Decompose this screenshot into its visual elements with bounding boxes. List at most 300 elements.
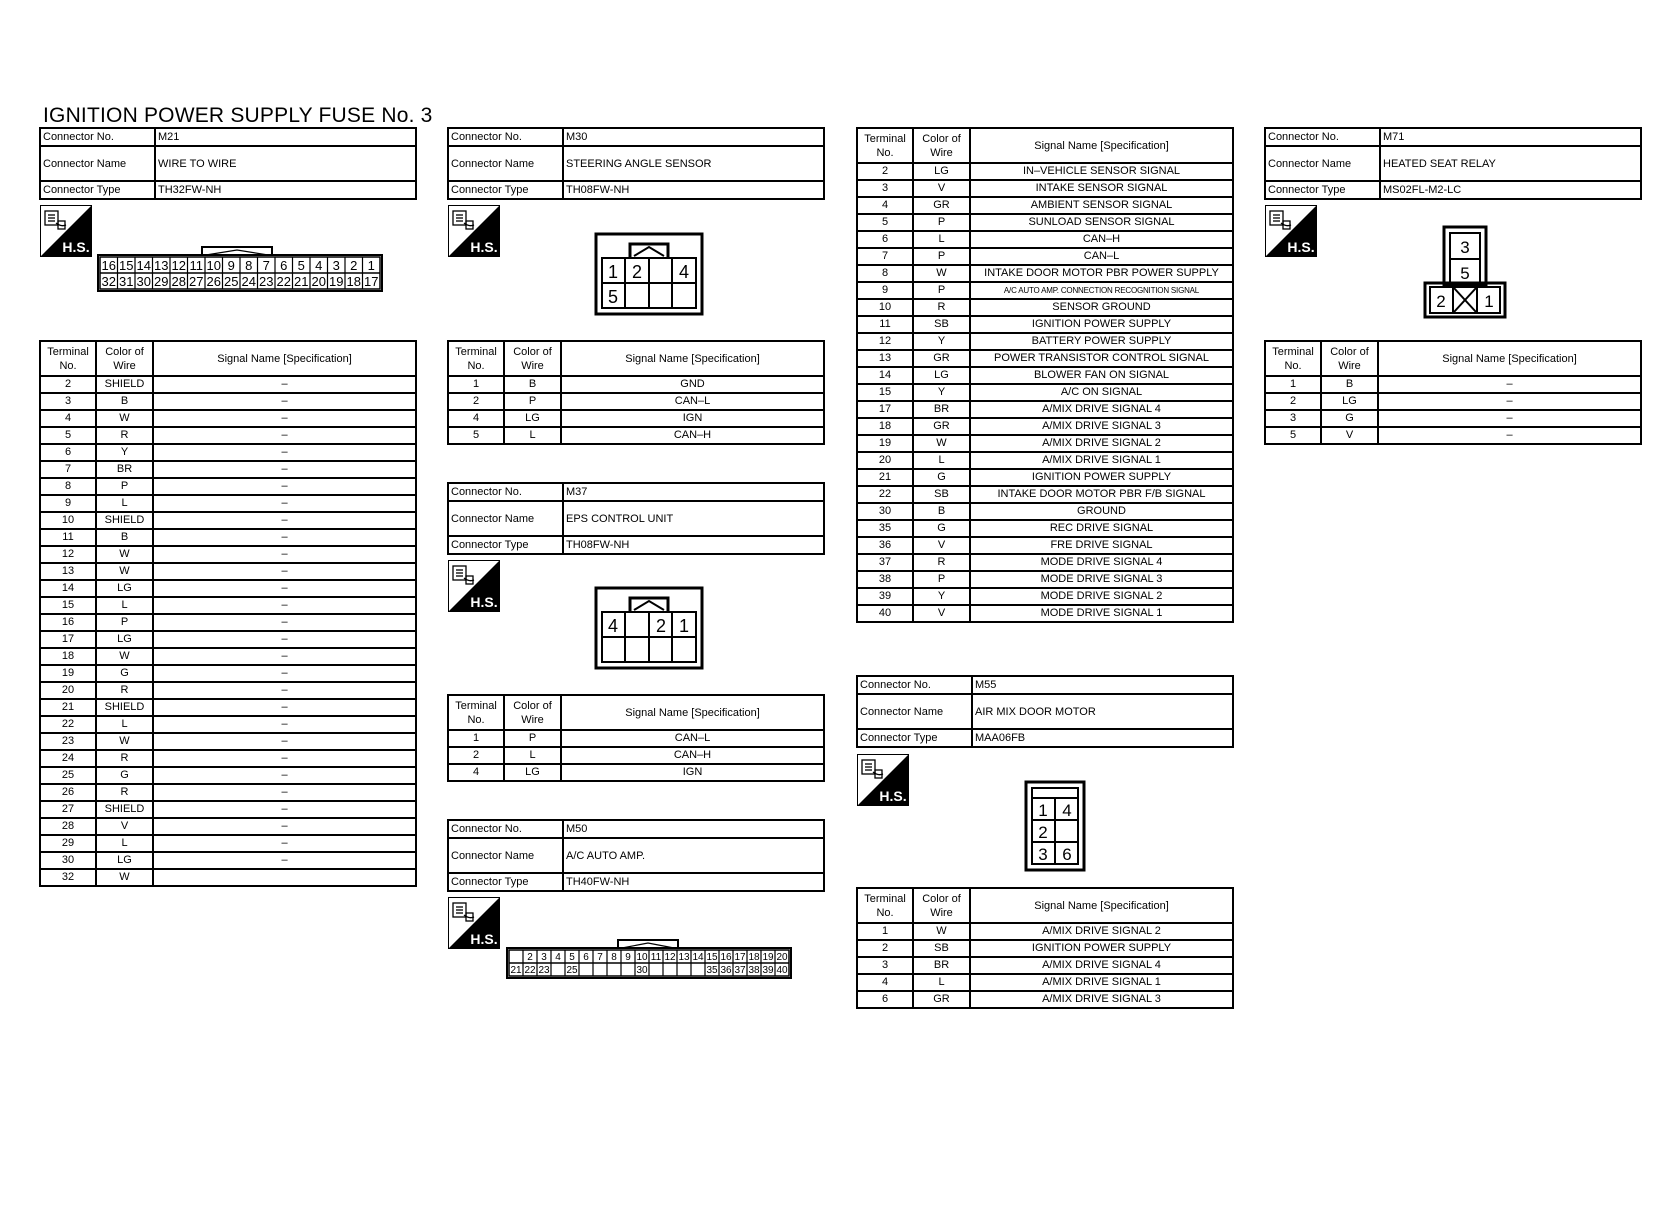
pin-label: 3: [1038, 845, 1048, 864]
connector-info-m71: [1264, 127, 1642, 200]
pin-label: 27: [189, 274, 204, 289]
pin-label: 30: [636, 965, 648, 976]
color-cell: B: [96, 393, 153, 410]
signal-cell: –: [153, 665, 416, 682]
signal-cell: A/MIX DRIVE SIGNAL 1: [970, 974, 1233, 991]
pin-label: 16: [101, 258, 116, 273]
color-cell: L: [504, 427, 561, 444]
table-row: [40, 852, 416, 869]
page-title: IGNITION POWER SUPPLY FUSE No. 3: [43, 104, 433, 127]
signal-cell: CAN–L: [561, 393, 824, 410]
table-row: [857, 265, 1233, 282]
connector-diagram-m30: [594, 232, 704, 316]
terminal-cell: 4: [857, 974, 913, 991]
connector-info-m50: [447, 819, 825, 892]
signal-cell: IGNITION POWER SUPPLY: [970, 316, 1233, 333]
table-row: [857, 469, 1233, 486]
harness-side-icon: [448, 205, 500, 257]
color-cell: P: [96, 478, 153, 495]
table-row: [857, 588, 1233, 605]
pin-label: 5: [297, 258, 305, 273]
signal-cell: –: [153, 699, 416, 716]
table-row: [40, 733, 416, 750]
table-row: [448, 764, 824, 781]
color-cell: Y: [96, 444, 153, 461]
color-cell: W: [96, 869, 153, 886]
table-row: [40, 648, 416, 665]
table-row: [40, 869, 416, 886]
terminal-cell: 1: [448, 376, 504, 393]
color-cell: GR: [913, 991, 970, 1008]
signal-cell: MODE DRIVE SIGNAL 2: [970, 588, 1233, 605]
color-cell: B: [913, 503, 970, 520]
terminal-cell: 2: [40, 376, 96, 393]
hs-label: H.S.: [62, 239, 90, 255]
color-cell: BR: [913, 401, 970, 418]
signal-cell: IN–VEHICLE SENSOR SIGNAL: [970, 163, 1233, 180]
terminal-cell: 35: [857, 520, 913, 537]
color-cell: LG: [96, 852, 153, 869]
terminal-cell: 2: [448, 747, 504, 764]
signal-cell: INTAKE DOOR MOTOR PBR POWER SUPPLY: [970, 265, 1233, 282]
color-header: Color of Wire: [913, 128, 970, 163]
color-cell: L: [96, 597, 153, 614]
connector-no-value: M21: [155, 128, 416, 146]
pin-label: 19: [762, 952, 774, 963]
connector-info-m55: [856, 675, 1234, 748]
terminal-cell: 4: [448, 410, 504, 427]
terminal-cell: 25: [40, 767, 96, 784]
terminal-cell: 20: [40, 682, 96, 699]
terminal-cell: 32: [40, 869, 96, 886]
table-row: [40, 750, 416, 767]
terminal-cell: 37: [857, 554, 913, 571]
connector-name-label: Connector Name: [1265, 146, 1380, 181]
table-row: [857, 282, 1233, 299]
connector-diagram-m21: [97, 245, 387, 303]
signal-cell: BLOWER FAN ON SIGNAL: [970, 367, 1233, 384]
color-cell: SB: [913, 940, 970, 957]
table-row: [857, 231, 1233, 248]
connector-info-m30: [447, 127, 825, 200]
signal-cell: –: [153, 461, 416, 478]
terminal-cell: 9: [40, 495, 96, 512]
connector-no-label: Connector No.: [857, 676, 972, 694]
terminal-cell: 22: [857, 486, 913, 503]
connector-type-label: Connector Type: [857, 729, 972, 747]
signal-cell: A/MIX DRIVE SIGNAL 1: [970, 452, 1233, 469]
color-cell: LG: [504, 410, 561, 427]
pin-label: 23: [259, 274, 274, 289]
pin-label: 38: [748, 965, 760, 976]
terminal-cell: 21: [40, 699, 96, 716]
connector-name-label: Connector Name: [448, 146, 563, 181]
terminal-cell: 3: [1265, 410, 1321, 427]
signal-cell: REC DRIVE SIGNAL: [970, 520, 1233, 537]
signal-cell: A/C ON SIGNAL: [970, 384, 1233, 401]
terminal-cell: 15: [40, 597, 96, 614]
connector-type-label: Connector Type: [448, 873, 563, 891]
signal-cell: GND: [561, 376, 824, 393]
table-row: [40, 512, 416, 529]
signal-cell: –: [153, 852, 416, 869]
table-row: [857, 435, 1233, 452]
pin-label: 9: [227, 258, 235, 273]
signal-cell: A/MIX DRIVE SIGNAL 2: [970, 435, 1233, 452]
connector-name-value: WIRE TO WIRE: [155, 146, 416, 181]
color-cell: L: [913, 231, 970, 248]
signal-cell: CAN–H: [561, 747, 824, 764]
pin-label: 23: [538, 965, 550, 976]
harness-side-icon: [40, 205, 92, 257]
color-cell: R: [96, 750, 153, 767]
terminal-cell: 2: [857, 940, 913, 957]
color-cell: Y: [913, 333, 970, 350]
connector-no-label: Connector No.: [448, 820, 563, 838]
table-row: [40, 563, 416, 580]
connector-no-value: M71: [1380, 128, 1641, 146]
pin-label: 28: [171, 274, 186, 289]
color-cell: W: [913, 923, 970, 940]
signal-cell: A/MIX DRIVE SIGNAL 2: [970, 923, 1233, 940]
terminal-cell: 3: [857, 180, 913, 197]
color-cell: P: [913, 571, 970, 588]
terminal-cell: 38: [857, 571, 913, 588]
pin-label: 6: [583, 952, 589, 963]
signal-cell: AMBIENT SENSOR SIGNAL: [970, 197, 1233, 214]
terminal-cell: 2: [448, 393, 504, 410]
pin-label: 17: [734, 952, 746, 963]
terminal-cell: 13: [40, 563, 96, 580]
terminal-cell: 17: [40, 631, 96, 648]
color-cell: G: [913, 469, 970, 486]
pin-label: 3: [1460, 238, 1470, 257]
terminal-header: Terminal No.: [857, 128, 913, 163]
signal-cell: –: [153, 682, 416, 699]
table-row: [448, 410, 824, 427]
connector-name-value: EPS CONTROL UNIT: [563, 501, 824, 536]
table-row: [40, 835, 416, 852]
terminal-cell: 16: [40, 614, 96, 631]
connector-name-label: Connector Name: [448, 838, 563, 873]
signal-cell: –: [1378, 410, 1641, 427]
connector-no-label: Connector No.: [1265, 128, 1380, 146]
terminal-cell: 2: [857, 163, 913, 180]
connector-type-label: Connector Type: [40, 181, 155, 199]
connector-no-value: M30: [563, 128, 824, 146]
connector-info-m37: [447, 482, 825, 555]
signal-cell: A/MIX DRIVE SIGNAL 3: [970, 991, 1233, 1008]
connector-type-label: Connector Type: [448, 536, 563, 554]
signal-cell: –: [153, 818, 416, 835]
connector-type-label: Connector Type: [1265, 181, 1380, 199]
terminal-cell: 19: [40, 665, 96, 682]
terminal-cell: 27: [40, 801, 96, 818]
connector-diagram-m37: [594, 586, 704, 670]
terminal-cell: 22: [40, 716, 96, 733]
signal-header: Signal Name [Specification]: [970, 128, 1233, 163]
color-cell: LG: [913, 367, 970, 384]
pin-label: 15: [706, 952, 718, 963]
table-row: [857, 401, 1233, 418]
harness-side-icon: [857, 754, 909, 806]
signal-cell: MODE DRIVE SIGNAL 4: [970, 554, 1233, 571]
color-cell: P: [96, 614, 153, 631]
terminal-cell: 20: [857, 452, 913, 469]
table-row: [857, 333, 1233, 350]
color-header: Color of Wire: [504, 695, 561, 730]
signal-cell: –: [153, 801, 416, 818]
signal-cell: –: [153, 529, 416, 546]
color-cell: B: [504, 376, 561, 393]
color-cell: GR: [913, 350, 970, 367]
terminal-cell: 21: [857, 469, 913, 486]
color-cell: LG: [96, 631, 153, 648]
pin-label: 8: [245, 258, 253, 273]
table-row: [40, 478, 416, 495]
color-cell: BR: [96, 461, 153, 478]
signal-cell: SUNLOAD SENSOR SIGNAL: [970, 214, 1233, 231]
terminal-cell: 40: [857, 605, 913, 622]
signal-header: Signal Name [Specification]: [561, 695, 824, 730]
connector-name-label: Connector Name: [448, 501, 563, 536]
terminal-cell: 8: [857, 265, 913, 282]
pin-label: 10: [636, 952, 648, 963]
color-cell: W: [96, 648, 153, 665]
connector-no-label: Connector No.: [448, 483, 563, 501]
color-cell: SHIELD: [96, 512, 153, 529]
table-row: [857, 367, 1233, 384]
pin-label: 10: [206, 258, 221, 273]
connector-no-value: M50: [563, 820, 824, 838]
table-row: [40, 410, 416, 427]
pin-label: 11: [189, 258, 203, 273]
hs-label: H.S.: [470, 239, 498, 255]
connector-name-label: Connector Name: [40, 146, 155, 181]
pin-label: 35: [706, 965, 718, 976]
terminal-cell: 29: [40, 835, 96, 852]
pin-label: 36: [720, 965, 732, 976]
signal-cell: –: [153, 427, 416, 444]
table-row: [40, 393, 416, 410]
color-cell: P: [504, 393, 561, 410]
signal-cell: –: [153, 563, 416, 580]
pin-label: 37: [734, 965, 746, 976]
color-cell: SHIELD: [96, 376, 153, 393]
color-cell: LG: [1321, 393, 1378, 410]
terminal-cell: 10: [40, 512, 96, 529]
signal-cell: GROUND: [970, 503, 1233, 520]
connector-type-label: Connector Type: [448, 181, 563, 199]
pin-label: 5: [1460, 264, 1470, 283]
color-cell: W: [96, 733, 153, 750]
terminal-cell: 18: [40, 648, 96, 665]
pin-label: 4: [315, 258, 323, 273]
table-row: [857, 418, 1233, 435]
table-row: [857, 520, 1233, 537]
color-cell: L: [96, 835, 153, 852]
signal-cell: –: [153, 614, 416, 631]
terminal-cell: 24: [40, 750, 96, 767]
table-row: [448, 730, 824, 747]
signal-cell: –: [153, 716, 416, 733]
table-row: [40, 427, 416, 444]
table-row: [1265, 376, 1641, 393]
pin-label: 13: [154, 258, 169, 273]
signal-cell: –: [153, 478, 416, 495]
pin-label: 9: [625, 952, 631, 963]
color-cell: B: [96, 529, 153, 546]
harness-side-icon: [1265, 205, 1317, 257]
terminal-cell: 39: [857, 588, 913, 605]
table-row: [448, 393, 824, 410]
connector-type-value: TH08FW-NH: [563, 181, 824, 199]
terminal-cell: 36: [857, 537, 913, 554]
color-cell: W: [96, 563, 153, 580]
signal-cell: –: [153, 835, 416, 852]
table-row: [857, 384, 1233, 401]
color-header: Color of Wire: [913, 888, 970, 923]
pin-label: 3: [332, 258, 340, 273]
color-cell: R: [96, 682, 153, 699]
pin-label: 4: [1062, 801, 1072, 820]
pin-label: 4: [678, 262, 690, 282]
pin-label: 19: [329, 274, 344, 289]
connector-info-m21: [39, 127, 417, 200]
terminal-cell: 8: [40, 478, 96, 495]
color-cell: R: [96, 427, 153, 444]
terminal-cell: 4: [448, 764, 504, 781]
signal-cell: A/MIX DRIVE SIGNAL 4: [970, 401, 1233, 418]
signal-cell: CAN–H: [561, 427, 824, 444]
signal-cell: –: [153, 393, 416, 410]
signal-cell: A/MIX DRIVE SIGNAL 4: [970, 957, 1233, 974]
pin-label: 40: [776, 965, 788, 976]
signal-cell: –: [153, 376, 416, 393]
color-cell: Y: [913, 588, 970, 605]
table-row: [857, 163, 1233, 180]
signal-cell: –: [153, 597, 416, 614]
color-cell: P: [913, 282, 970, 299]
harness-side-icon: [448, 897, 500, 949]
color-cell: LG: [504, 764, 561, 781]
terminal-cell: 5: [40, 427, 96, 444]
connector-type-value: MAA06FB: [972, 729, 1233, 747]
signal-cell: CAN–H: [970, 231, 1233, 248]
hs-label: H.S.: [1287, 239, 1315, 255]
signal-cell: A/C AUTO AMP. CONNECTION RECOGNITION SIGNAL: [970, 282, 1233, 299]
terminal-cell: 1: [857, 923, 913, 940]
terminal-header: Terminal No.: [1265, 341, 1321, 376]
color-cell: SB: [913, 316, 970, 333]
connector-name-value: STEERING ANGLE SENSOR: [563, 146, 824, 181]
signal-cell: FRE DRIVE SIGNAL: [970, 537, 1233, 554]
signal-cell: IGNITION POWER SUPPLY: [970, 469, 1233, 486]
signal-cell: [153, 869, 416, 886]
color-cell: W: [913, 265, 970, 282]
terminal-table-m37: [447, 694, 825, 782]
pin-label: 1: [1038, 801, 1048, 820]
connector-diagram-m71: [1423, 225, 1507, 319]
color-cell: SHIELD: [96, 699, 153, 716]
signal-cell: –: [153, 495, 416, 512]
table-row: [40, 801, 416, 818]
signal-header: Signal Name [Specification]: [153, 341, 416, 376]
terminal-table-m50: [856, 127, 1234, 623]
terminal-table-m71: [1264, 340, 1642, 445]
terminal-cell: 14: [40, 580, 96, 597]
signal-cell: –: [153, 512, 416, 529]
signal-cell: –: [153, 784, 416, 801]
table-row: [857, 974, 1233, 991]
terminal-cell: 3: [40, 393, 96, 410]
signal-cell: –: [1378, 427, 1641, 444]
pin-label: 2: [655, 616, 667, 636]
pin-label: 5: [569, 952, 575, 963]
signal-cell: INTAKE DOOR MOTOR PBR F/B SIGNAL: [970, 486, 1233, 503]
terminal-cell: 6: [857, 991, 913, 1008]
hs-label: H.S.: [470, 594, 498, 610]
color-cell: LG: [96, 580, 153, 597]
table-row: [857, 248, 1233, 265]
pin-label: 1: [607, 262, 619, 282]
pin-label: 2: [350, 258, 358, 273]
color-cell: G: [1321, 410, 1378, 427]
pin-label: 3: [541, 952, 547, 963]
connector-type-value: MS02FL-M2-LC: [1380, 181, 1641, 199]
pin-label: 31: [119, 274, 134, 289]
table-row: [40, 614, 416, 631]
table-row: [40, 818, 416, 835]
color-cell: Y: [913, 384, 970, 401]
terminal-cell: 5: [1265, 427, 1321, 444]
pin-label: 2: [1436, 292, 1446, 311]
signal-cell: A/MIX DRIVE SIGNAL 3: [970, 418, 1233, 435]
color-cell: BR: [913, 957, 970, 974]
connector-diagram-m50: [506, 938, 794, 994]
pin-label: 20: [311, 274, 326, 289]
terminal-cell: 14: [857, 367, 913, 384]
color-cell: V: [913, 180, 970, 197]
table-row: [857, 486, 1233, 503]
color-cell: P: [913, 248, 970, 265]
pin-label: 17: [364, 274, 379, 289]
table-row: [1265, 393, 1641, 410]
terminal-header: Terminal No.: [448, 695, 504, 730]
terminal-cell: 23: [40, 733, 96, 750]
pin-label: 1: [1484, 292, 1494, 311]
table-row: [40, 546, 416, 563]
terminal-cell: 4: [40, 410, 96, 427]
table-row: [40, 597, 416, 614]
pin-label: 21: [510, 965, 522, 976]
pin-label: 7: [597, 952, 603, 963]
table-row: [40, 699, 416, 716]
signal-cell: –: [1378, 393, 1641, 410]
pin-label: 26: [206, 274, 221, 289]
connector-name-value: HEATED SEAT RELAY: [1380, 146, 1641, 181]
table-row: [40, 784, 416, 801]
color-cell: L: [96, 495, 153, 512]
pin-label: 29: [154, 274, 169, 289]
table-row: [40, 580, 416, 597]
pin-label: 12: [171, 258, 186, 273]
connector-type-value: TH40FW-NH: [563, 873, 824, 891]
color-cell: V: [96, 818, 153, 835]
terminal-cell: 30: [40, 852, 96, 869]
connector-diagram-m55: [1024, 780, 1086, 872]
terminal-cell: 5: [448, 427, 504, 444]
